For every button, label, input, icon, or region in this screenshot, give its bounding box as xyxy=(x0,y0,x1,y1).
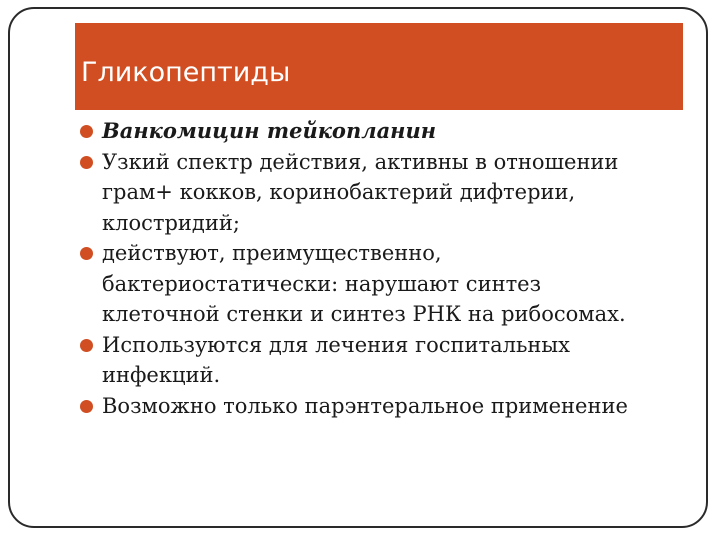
bullet-dot-icon xyxy=(80,156,93,169)
bullet-line: грам+ кокков, коринобактерий дифтерии, xyxy=(102,180,576,204)
bullet-line: Возможно только парэнтеральное применение xyxy=(102,393,628,418)
bullet-line: клостридий; xyxy=(102,210,240,235)
title-bar xyxy=(75,23,683,110)
bullet-line: Ванкомицин тейкопланин xyxy=(102,118,437,143)
bullet-dot-icon xyxy=(80,400,93,413)
bullet-item-5 xyxy=(78,391,688,422)
bullet-line: бактериостатически: нарушают синтез xyxy=(102,271,542,296)
bullet-line: Используются для лечения госпитальных xyxy=(102,332,570,357)
bullet-item-4 xyxy=(78,330,688,391)
bullet-list xyxy=(78,116,688,421)
bullet-item-3 xyxy=(78,238,688,330)
bullet-line: инфекций. xyxy=(102,363,221,387)
slide-title: Гликопептиды xyxy=(81,57,291,88)
bullet-line: клеточной стенки и синтез РНК на рибосомах. xyxy=(102,302,626,326)
bullet-item-1 xyxy=(78,116,688,147)
bullet-dot-icon xyxy=(80,125,93,138)
bullet-line: действуют, преимущественно, xyxy=(102,241,442,265)
bullet-dot-icon xyxy=(80,339,93,352)
bullet-dot-icon xyxy=(80,247,93,260)
bullet-item-2 xyxy=(78,147,688,239)
bullet-line: Узкий спектр действия, активны в отношении xyxy=(102,149,619,174)
